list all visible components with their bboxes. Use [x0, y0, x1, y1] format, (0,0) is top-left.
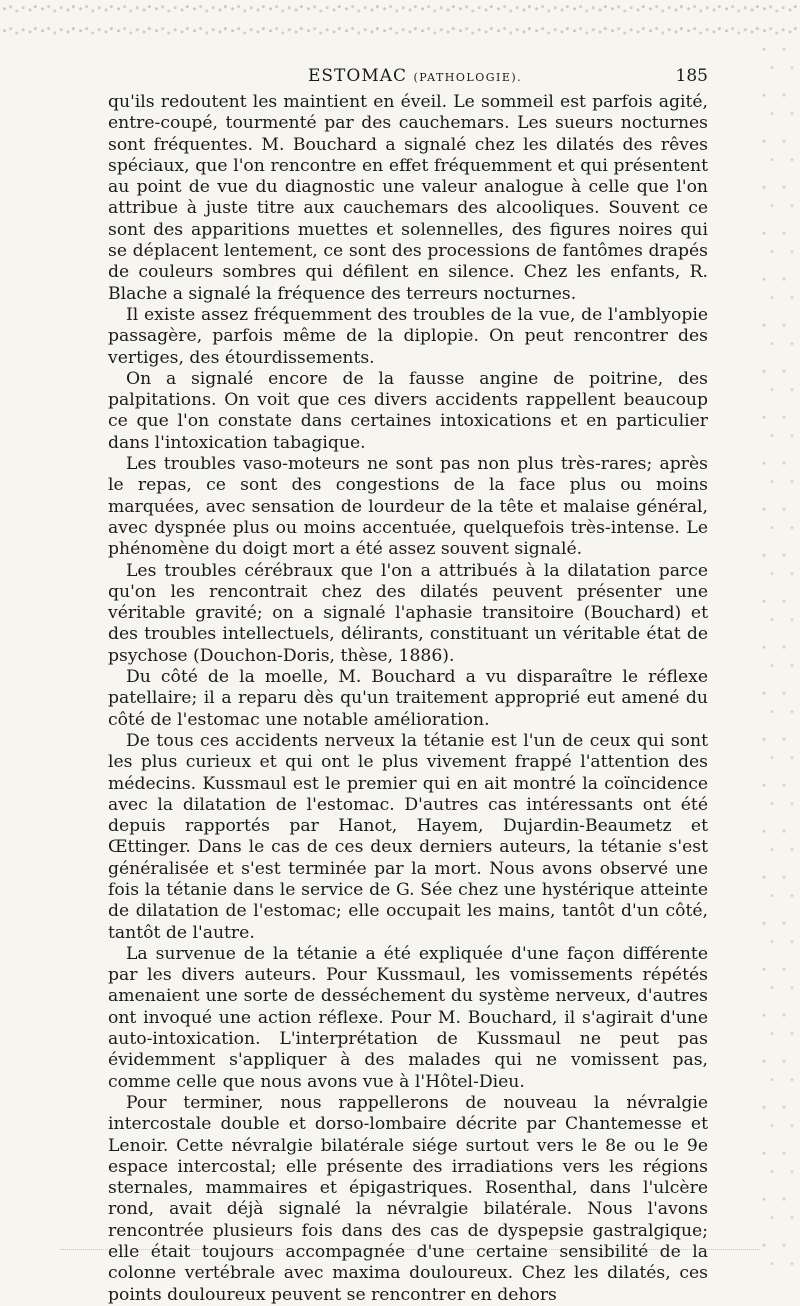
paragraph: qu'ils redoutent les maintient en éveil. Le sommeil est parfois agité, entre-coupé, tourmenté par des cauchemars. Les sueurs nocturnes sont fréquentes. M. Bouchard a signalé chez les dilatés des rêves spéciaux, que l'on rencontre en effet fréquemment et qui présentent au point de vue du diagnostic une valeur analogue à celle que l'on attribue à juste titre aux cauchemars des alcooliques. Souvent ce sont des apparitions muettes et solennelles, des figures noires qui se déplacent lentement, ce sont des processions de fantômes drapés de couleurs sombres qui défilent en silence. Chez les enfants, R. Blache a signalé la fréquence des terreurs nocturnes. — [108, 92, 708, 304]
running-head — [108, 66, 708, 88]
page-number: 185 — [675, 66, 708, 86]
paragraph: Pour terminer, nous rappellerons de nouveau la névralgie intercostale double et dorso-lombaire décrite par Chantemesse et Lenoir. Cette névralgie bilatérale siége surtout vers le 8e ou le 9e espace intercostal; elle présente des irradiations vers les régions sternales, mammaires et épigastriques. Rosenthal, dans l'ulcère rond, avait déjà signalé la névralgie bilatérale. Nous l'avons rencontrée plusieurs fois dans des cas de dyspepsie gastralgique; elle était toujours accompagnée d'une certaine sensibilité de la colonne vertébrale avec maxima douloureux. Chez les dilatés, ces points douloureux peuvent se rencontrer en dehors — [108, 1092, 708, 1305]
paragraph: Les troubles cérébraux que l'on a attribués à la dilatation parce qu'on les rencontrait chez des dilatés peuvent présenter une véritable gravité; on a signalé l'aphasie transitoire (Bouchard) et des troubles intellectuels, délirants, constituant un véritable état de psychose (Douchon-Doris, thèse, 1886). — [108, 560, 708, 666]
paragraph: Les troubles vaso-moteurs ne sont pas non plus très-rares; après le repas, ce sont des congestions de la face plus ou moins marquées, avec sensation de lourdeur de la tête et malaise général, avec dyspnée plus ou moins accentuée, quelquefois très-intense. Le phénomène du doigt mort a été assez souvent signalé. — [108, 454, 708, 560]
paragraph: Du côté de la moelle, M. Bouchard a vu disparaître le réflexe patellaire; il a reparu dès qu'un traitement approprié eut amené du côté de l'estomac une notable amélioration. — [108, 667, 708, 730]
paragraph: De tous ces accidents nerveux la tétanie est l'un de ceux qui sont les plus curieux et qui ont le plus vivement frappé l'attention des médecins. Kussmaul est le premier qui en ait montré la coïncidence avec la dilatation de l'estomac. D'autres cas intéressants ont été depuis rapportés par Hanot, Hayem, Dujardin-Beaumetz et Œttinger. Dans le cas de ces deux derniers auteurs, la tétanie s'est généralisée et s'est terminée par la mort. Nous avons observé une fois la tétanie dans le service de G. Sée chez une hystérique atteinte de dilatation de l'estomac; elle occupait les mains, tantôt d'un côté, tantôt de l'autre. — [108, 730, 708, 943]
body-text — [108, 92, 708, 1306]
running-title-subtitle: (PATHOLOGIE). — [413, 71, 523, 84]
paragraph: La survenue de la tétanie a été expliquée d'une façon différente par les divers auteurs. Pour Kussmaul, les vomissements répétés amenaient une sorte de desséchement du système nerveux, d'autres ont invoqué une action réflexe. Pour M. Bouchard, il s'agirait d'une auto-intoxication. L'interprétation de Kussmaul ne peut pas évidemment s'appliquer à des malades qui ne vomissent pas, comme celle que nous avons vue à l'Hôtel-Dieu. — [108, 943, 708, 1092]
running-title-main: ESTOMAC — [308, 66, 408, 86]
paragraph: On a signalé encore de la fausse angine de poitrine, des palpitations. On voit que ces divers accidents rappellent beaucoup ce que l'on constate dans certaines intoxications et en particulier dans l'intoxication tabagique. — [108, 368, 708, 453]
running-title — [308, 66, 522, 86]
paragraph: Il existe assez fréquemment des troubles de la vue, de l'amblyopie passagère, parfois même de la diplopie. On peut rencontrer des vertiges, des étourdissements. — [108, 304, 708, 368]
